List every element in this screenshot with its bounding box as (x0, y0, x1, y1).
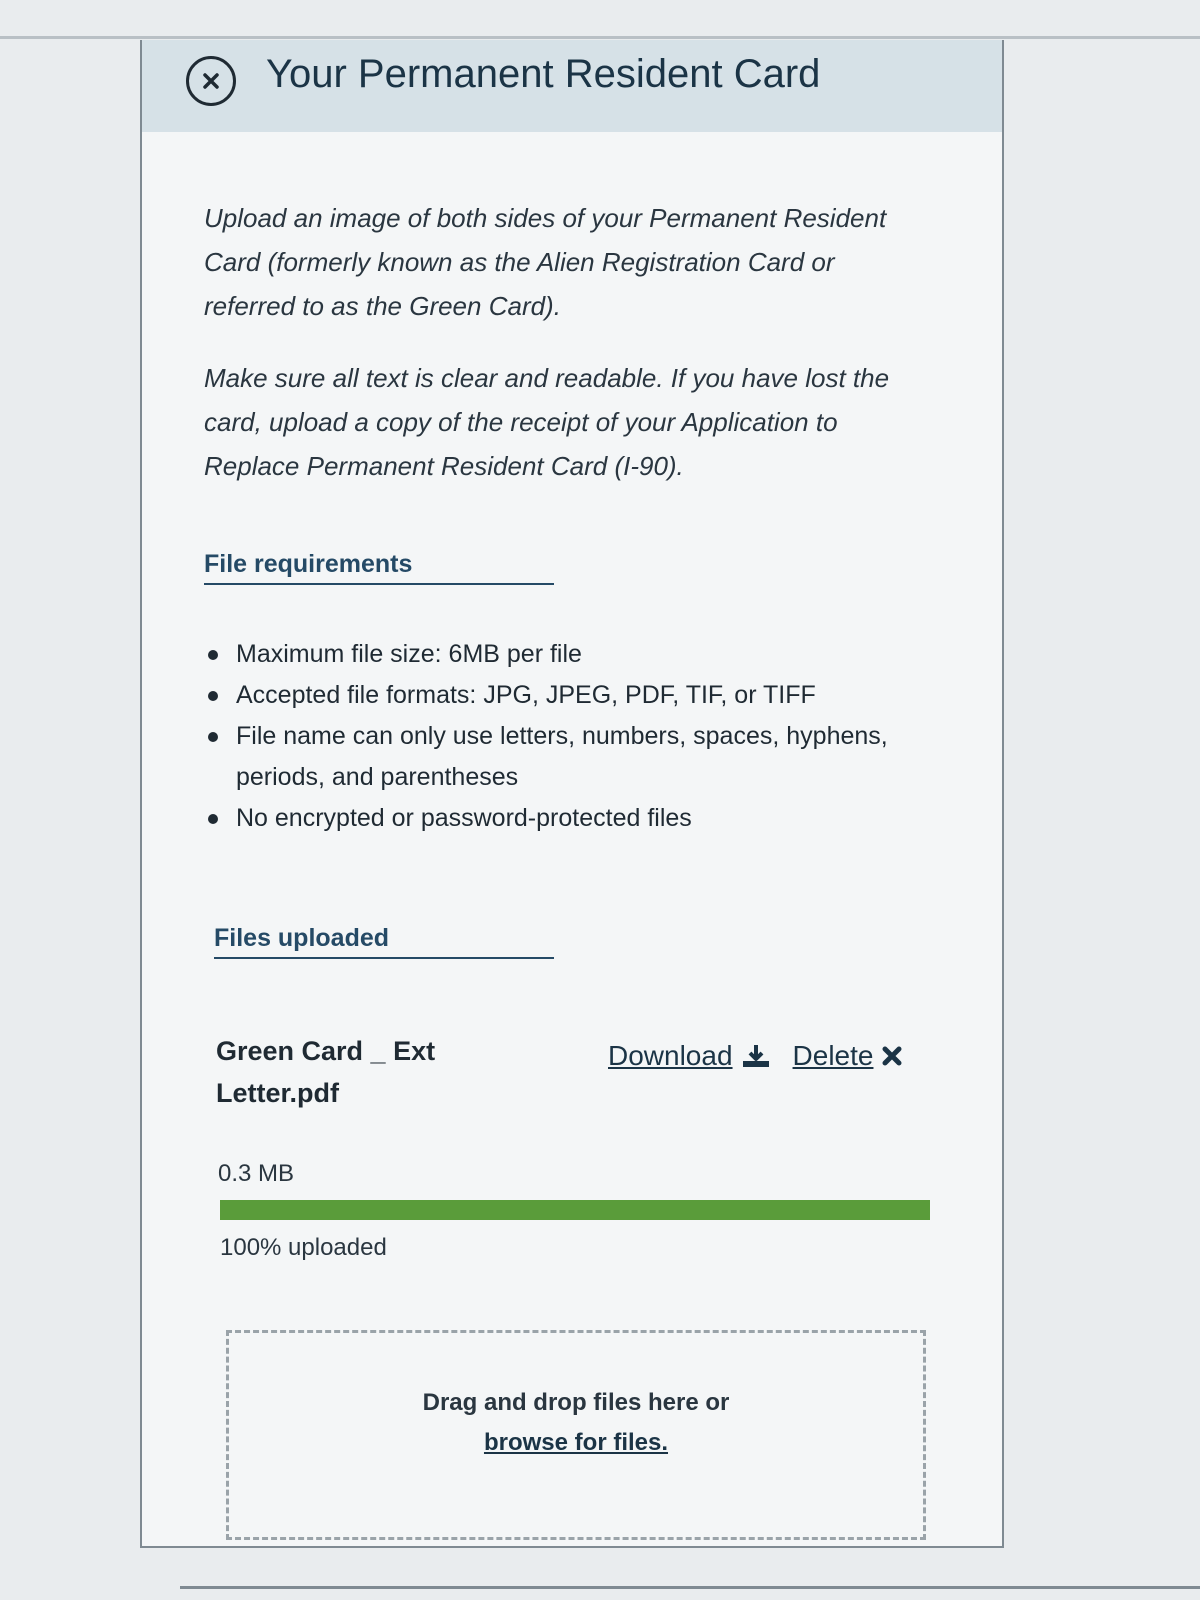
browse-files-link[interactable]: browse for files. (483, 1429, 669, 1456)
file-requirements-heading: File requirements (204, 550, 554, 585)
download-icon (741, 1043, 771, 1069)
requirements-list (204, 634, 944, 839)
next-panel-edge (180, 1586, 1200, 1589)
intro-text: Upload an image of both sides of your Permanent Resident Card (formerly known as the Alien Registration Card or referred to as the Green Card). (204, 203, 887, 321)
file-dropzone[interactable] (226, 1330, 926, 1540)
upload-progress-bar (220, 1200, 930, 1220)
bullet-icon (208, 691, 218, 701)
upload-progress-label: 100% uploaded (220, 1234, 387, 1261)
close-icon (202, 72, 220, 90)
file-size: 0.3 MB (218, 1160, 295, 1187)
panel-header (142, 40, 1002, 132)
delete-label: Delete (792, 1040, 874, 1071)
close-button[interactable] (186, 56, 236, 106)
file-actions (608, 1040, 903, 1072)
delete-icon (881, 1045, 903, 1067)
upload-progress-fill (220, 1200, 930, 1220)
download-link[interactable] (608, 1040, 771, 1072)
requirement-text: Maximum file size: 6MB per file (236, 640, 582, 668)
requirement-text: File name can only use letters, numbers, spaces, hyphens, periods, and parentheses (236, 722, 888, 791)
files-uploaded-heading: Files uploaded (214, 924, 554, 959)
list-item (204, 798, 944, 839)
delete-link[interactable] (793, 1040, 904, 1072)
requirement-text: No encrypted or password-protected files (236, 804, 692, 832)
requirement-text: Accepted file formats: JPG, JPEG, PDF, TIF, or TIFF (236, 681, 816, 709)
bullet-icon (208, 732, 218, 742)
download-label: Download (608, 1040, 733, 1071)
list-item (204, 716, 944, 798)
top-divider (0, 36, 1200, 39)
uploaded-file-name: Green Card _ Ext Letter.pdf (216, 1036, 436, 1108)
list-item (204, 634, 944, 675)
page-title: Your Permanent Resident Card (266, 52, 821, 96)
instructions-text: Make sure all text is clear and readable. If you have lost the card, upload a copy of the receipt of your Application to Replace Permanent Resident Card (I-90). (204, 363, 890, 481)
dropzone-text: Drag and drop files here or (422, 1389, 730, 1416)
bullet-icon (208, 814, 218, 824)
upload-panel (140, 40, 1004, 1548)
bullet-icon (208, 650, 218, 660)
list-item (204, 675, 944, 716)
